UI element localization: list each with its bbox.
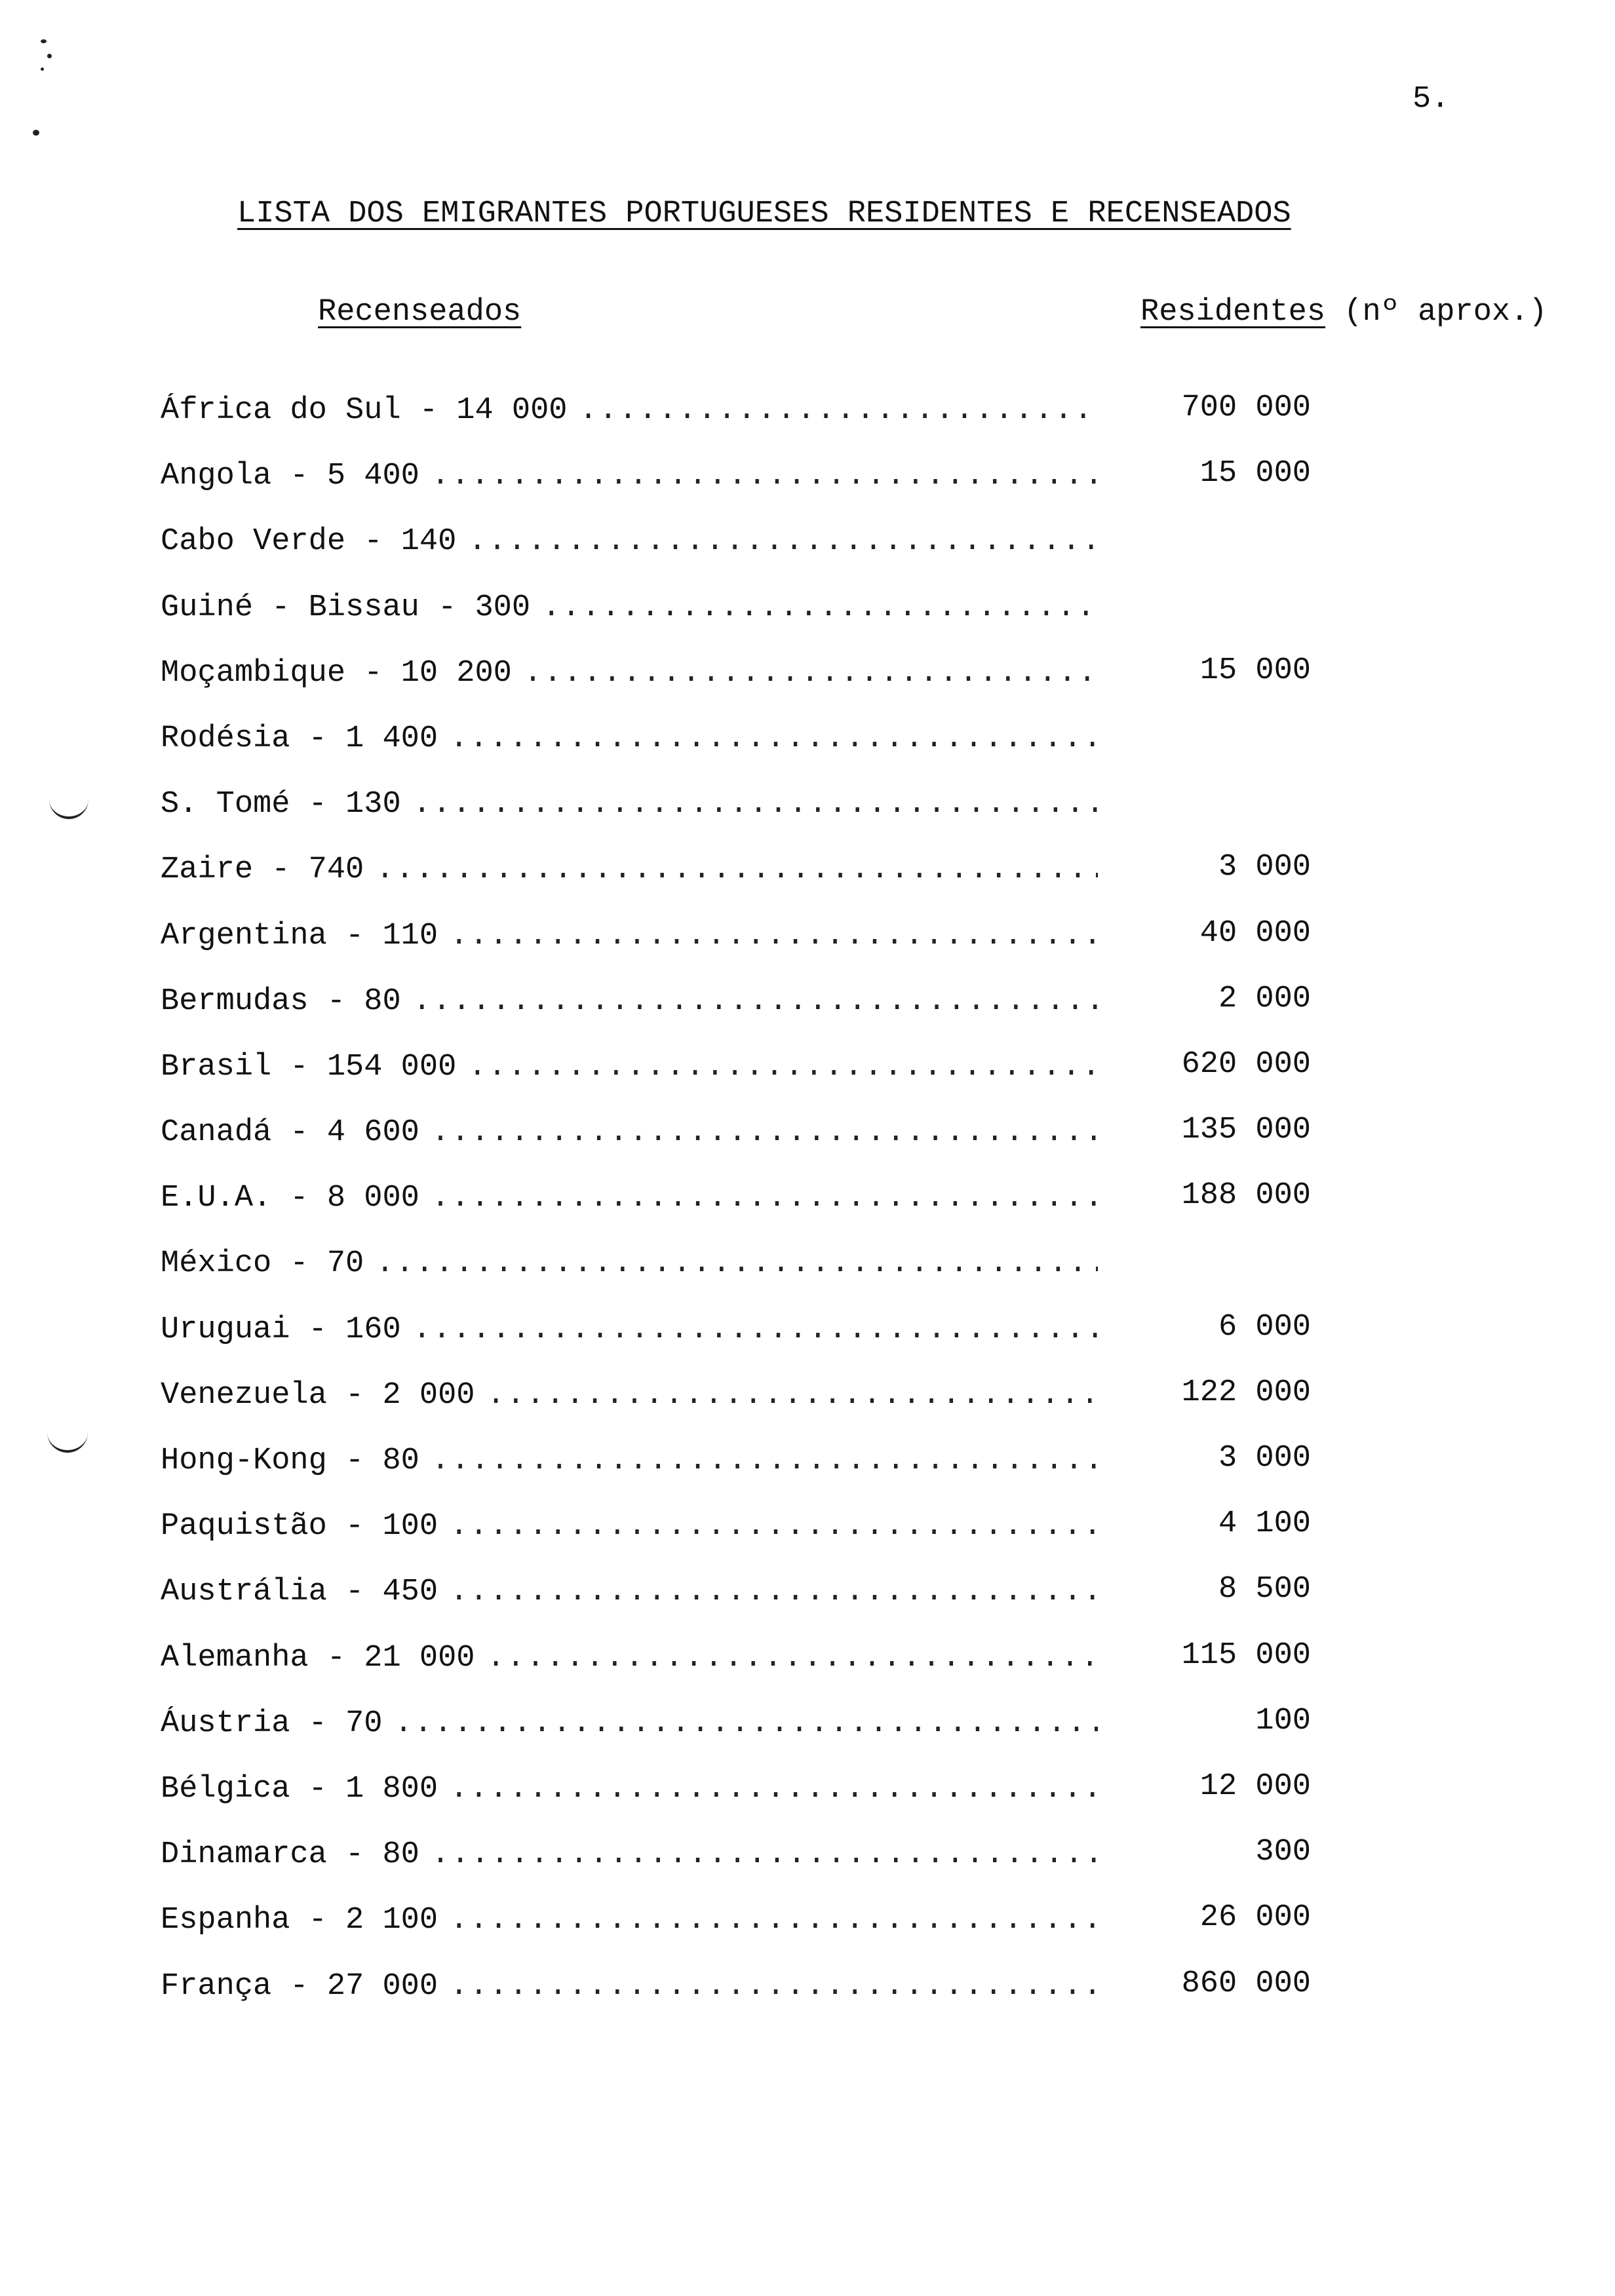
list-item: [161, 721, 1340, 787]
resident-count: 26 000: [1199, 1900, 1311, 1936]
resident-count: 300: [1255, 1835, 1311, 1870]
dot-leader: [486, 1378, 1098, 1413]
scan-speck: [47, 54, 52, 58]
entry-line: [161, 1444, 1098, 1478]
country-count: Espanha - 2 100: [161, 1903, 438, 1938]
list-item: [161, 1246, 1340, 1312]
list-item: [161, 1572, 1340, 1640]
entry-line: [161, 1837, 1098, 1872]
entry-line: [161, 1312, 1098, 1347]
entry-line: [161, 919, 1098, 953]
resident-count: 4 100: [1218, 1506, 1311, 1542]
country-count: Venezuela - 2 000: [161, 1377, 475, 1413]
page-number: 5.: [1412, 82, 1450, 117]
dot-leader: [542, 590, 1098, 625]
dot-leader: [579, 393, 1098, 428]
list-item: [161, 787, 1340, 852]
country-count: Cabo Verde - 140: [161, 524, 457, 560]
dot-leader: [413, 984, 1098, 1019]
dot-leader: [486, 1641, 1098, 1675]
entry-line: [161, 1903, 1098, 1938]
list-item: [161, 1375, 1340, 1444]
list-item: [161, 1900, 1340, 1968]
resident-count: 2 000: [1218, 981, 1311, 1016]
country-count: Dinamarca - 80: [161, 1837, 419, 1873]
country-count: Alemanha - 21 000: [161, 1640, 475, 1675]
entry-line: [161, 1772, 1098, 1807]
column-header-recenseados: Recenseados: [318, 295, 522, 330]
dot-leader: [450, 1772, 1098, 1807]
column-header-residentes: [1140, 295, 1547, 330]
country-count: Hong-Kong - 80: [161, 1444, 419, 1478]
resident-count: 15 000: [1199, 456, 1311, 491]
document-title: LISTA DOS EMIGRANTES PORTUGUESES RESIDENTES E RECENSEADOS: [237, 197, 1291, 231]
entry-line: [161, 393, 1098, 428]
dot-leader: [450, 1575, 1098, 1609]
entry-line: [161, 721, 1098, 756]
margin-bracket-mark: [47, 1432, 88, 1453]
entry-line: [161, 787, 1098, 822]
scan-speck: [41, 39, 47, 43]
resident-count: 3 000: [1218, 850, 1311, 885]
resident-count: 700 000: [1181, 391, 1311, 425]
list-item: [161, 1966, 1340, 2035]
entry-line: [161, 656, 1098, 691]
resident-count: 860 000: [1181, 1966, 1311, 2001]
list-item: [161, 590, 1340, 656]
entry-line: [161, 1378, 1098, 1413]
country-count: Angola - 5 400: [161, 459, 419, 494]
country-count: Brasil - 154 000: [161, 1049, 457, 1084]
list-item: [161, 1506, 1340, 1575]
country-count: Áustria - 70: [161, 1706, 383, 1741]
list-item: [161, 915, 1340, 984]
resident-count: 100: [1255, 1703, 1311, 1738]
country-count: Argentina - 110: [161, 918, 438, 953]
scan-speck: [41, 67, 44, 71]
margin-bracket-mark: [49, 798, 88, 819]
approx-note: (nº aprox.): [1344, 295, 1547, 330]
dot-leader: [468, 524, 1098, 559]
country-count: Bélgica - 1 800: [161, 1771, 438, 1807]
dot-leader: [468, 1050, 1098, 1084]
list-item: [161, 1441, 1340, 1509]
country-count: Austrália - 450: [161, 1575, 438, 1610]
list-item: [161, 1837, 1340, 1903]
resident-count: 115 000: [1181, 1637, 1311, 1673]
dot-leader: [450, 721, 1098, 756]
entry-line: [161, 459, 1098, 493]
list-item: [161, 1703, 1340, 1772]
resident-count: 12 000: [1199, 1769, 1311, 1804]
country-count: E.U.A. - 8 000: [161, 1181, 419, 1216]
country-count: Moçambique - 10 200: [161, 655, 512, 691]
entry-line: [161, 852, 1098, 887]
country-count: Paquistão - 100: [161, 1509, 438, 1544]
dot-leader: [376, 852, 1098, 887]
dot-leader: [394, 1706, 1098, 1741]
dot-leader: [431, 459, 1098, 493]
resident-count: 135 000: [1181, 1113, 1311, 1148]
dot-leader: [376, 1246, 1098, 1281]
resident-count: 40 000: [1199, 915, 1311, 951]
dot-leader: [524, 656, 1098, 691]
resident-count: 3 000: [1218, 1441, 1311, 1476]
resident-count: 6 000: [1218, 1309, 1311, 1345]
list-item: [161, 1637, 1340, 1706]
emigrant-list: [161, 393, 1340, 2035]
list-item: [161, 1178, 1340, 1246]
country-count: México - 70: [161, 1246, 364, 1282]
dot-leader: [450, 919, 1098, 953]
dot-leader: [431, 1115, 1098, 1150]
dot-leader: [413, 787, 1098, 822]
scan-speck: [33, 130, 39, 136]
country-count: França - 27 000: [161, 1968, 438, 2004]
country-count: Rodésia - 1 400: [161, 721, 438, 756]
resident-count: 15 000: [1199, 653, 1311, 688]
entry-line: [161, 1181, 1098, 1215]
country-count: Canadá - 4 600: [161, 1115, 419, 1151]
entry-line: [161, 1706, 1098, 1741]
dot-leader: [431, 1444, 1098, 1478]
country-count: Uruguai - 160: [161, 1312, 401, 1347]
dot-leader: [450, 1969, 1098, 2004]
entry-line: [161, 1575, 1098, 1609]
list-item: [161, 1046, 1340, 1115]
dot-leader: [431, 1181, 1098, 1215]
list-item: [161, 981, 1340, 1050]
residentes-label: Residentes: [1140, 295, 1326, 330]
list-item: [161, 1769, 1340, 1837]
resident-count: 8 500: [1218, 1572, 1311, 1607]
entry-line: [161, 984, 1098, 1019]
list-item: [161, 852, 1340, 918]
dot-leader: [413, 1312, 1098, 1347]
list-item: [161, 1309, 1340, 1378]
dot-leader: [450, 1903, 1098, 1938]
list-item: [161, 524, 1340, 590]
country-count: África do Sul - 14 000: [161, 393, 568, 428]
resident-count: 620 000: [1181, 1046, 1311, 1082]
list-item: [161, 653, 1340, 721]
dot-leader: [450, 1509, 1098, 1544]
resident-count: 122 000: [1181, 1375, 1311, 1410]
resident-count: 188 000: [1181, 1178, 1311, 1214]
country-count: S. Tomé - 130: [161, 787, 401, 822]
dot-leader: [431, 1837, 1098, 1872]
entry-line: [161, 1115, 1098, 1150]
entry-line: [161, 1246, 1098, 1281]
list-item: [161, 393, 1340, 459]
country-count: Bermudas - 80: [161, 984, 401, 1019]
country-count: Guiné - Bissau - 300: [161, 590, 531, 625]
country-count: Zaire - 740: [161, 852, 364, 888]
entry-line: [161, 1969, 1098, 2004]
entry-line: [161, 1641, 1098, 1675]
entry-line: [161, 590, 1098, 625]
entry-line: [161, 524, 1098, 559]
list-item: [161, 456, 1340, 524]
list-item: [161, 1115, 1340, 1181]
entry-line: [161, 1050, 1098, 1084]
entry-line: [161, 1509, 1098, 1544]
